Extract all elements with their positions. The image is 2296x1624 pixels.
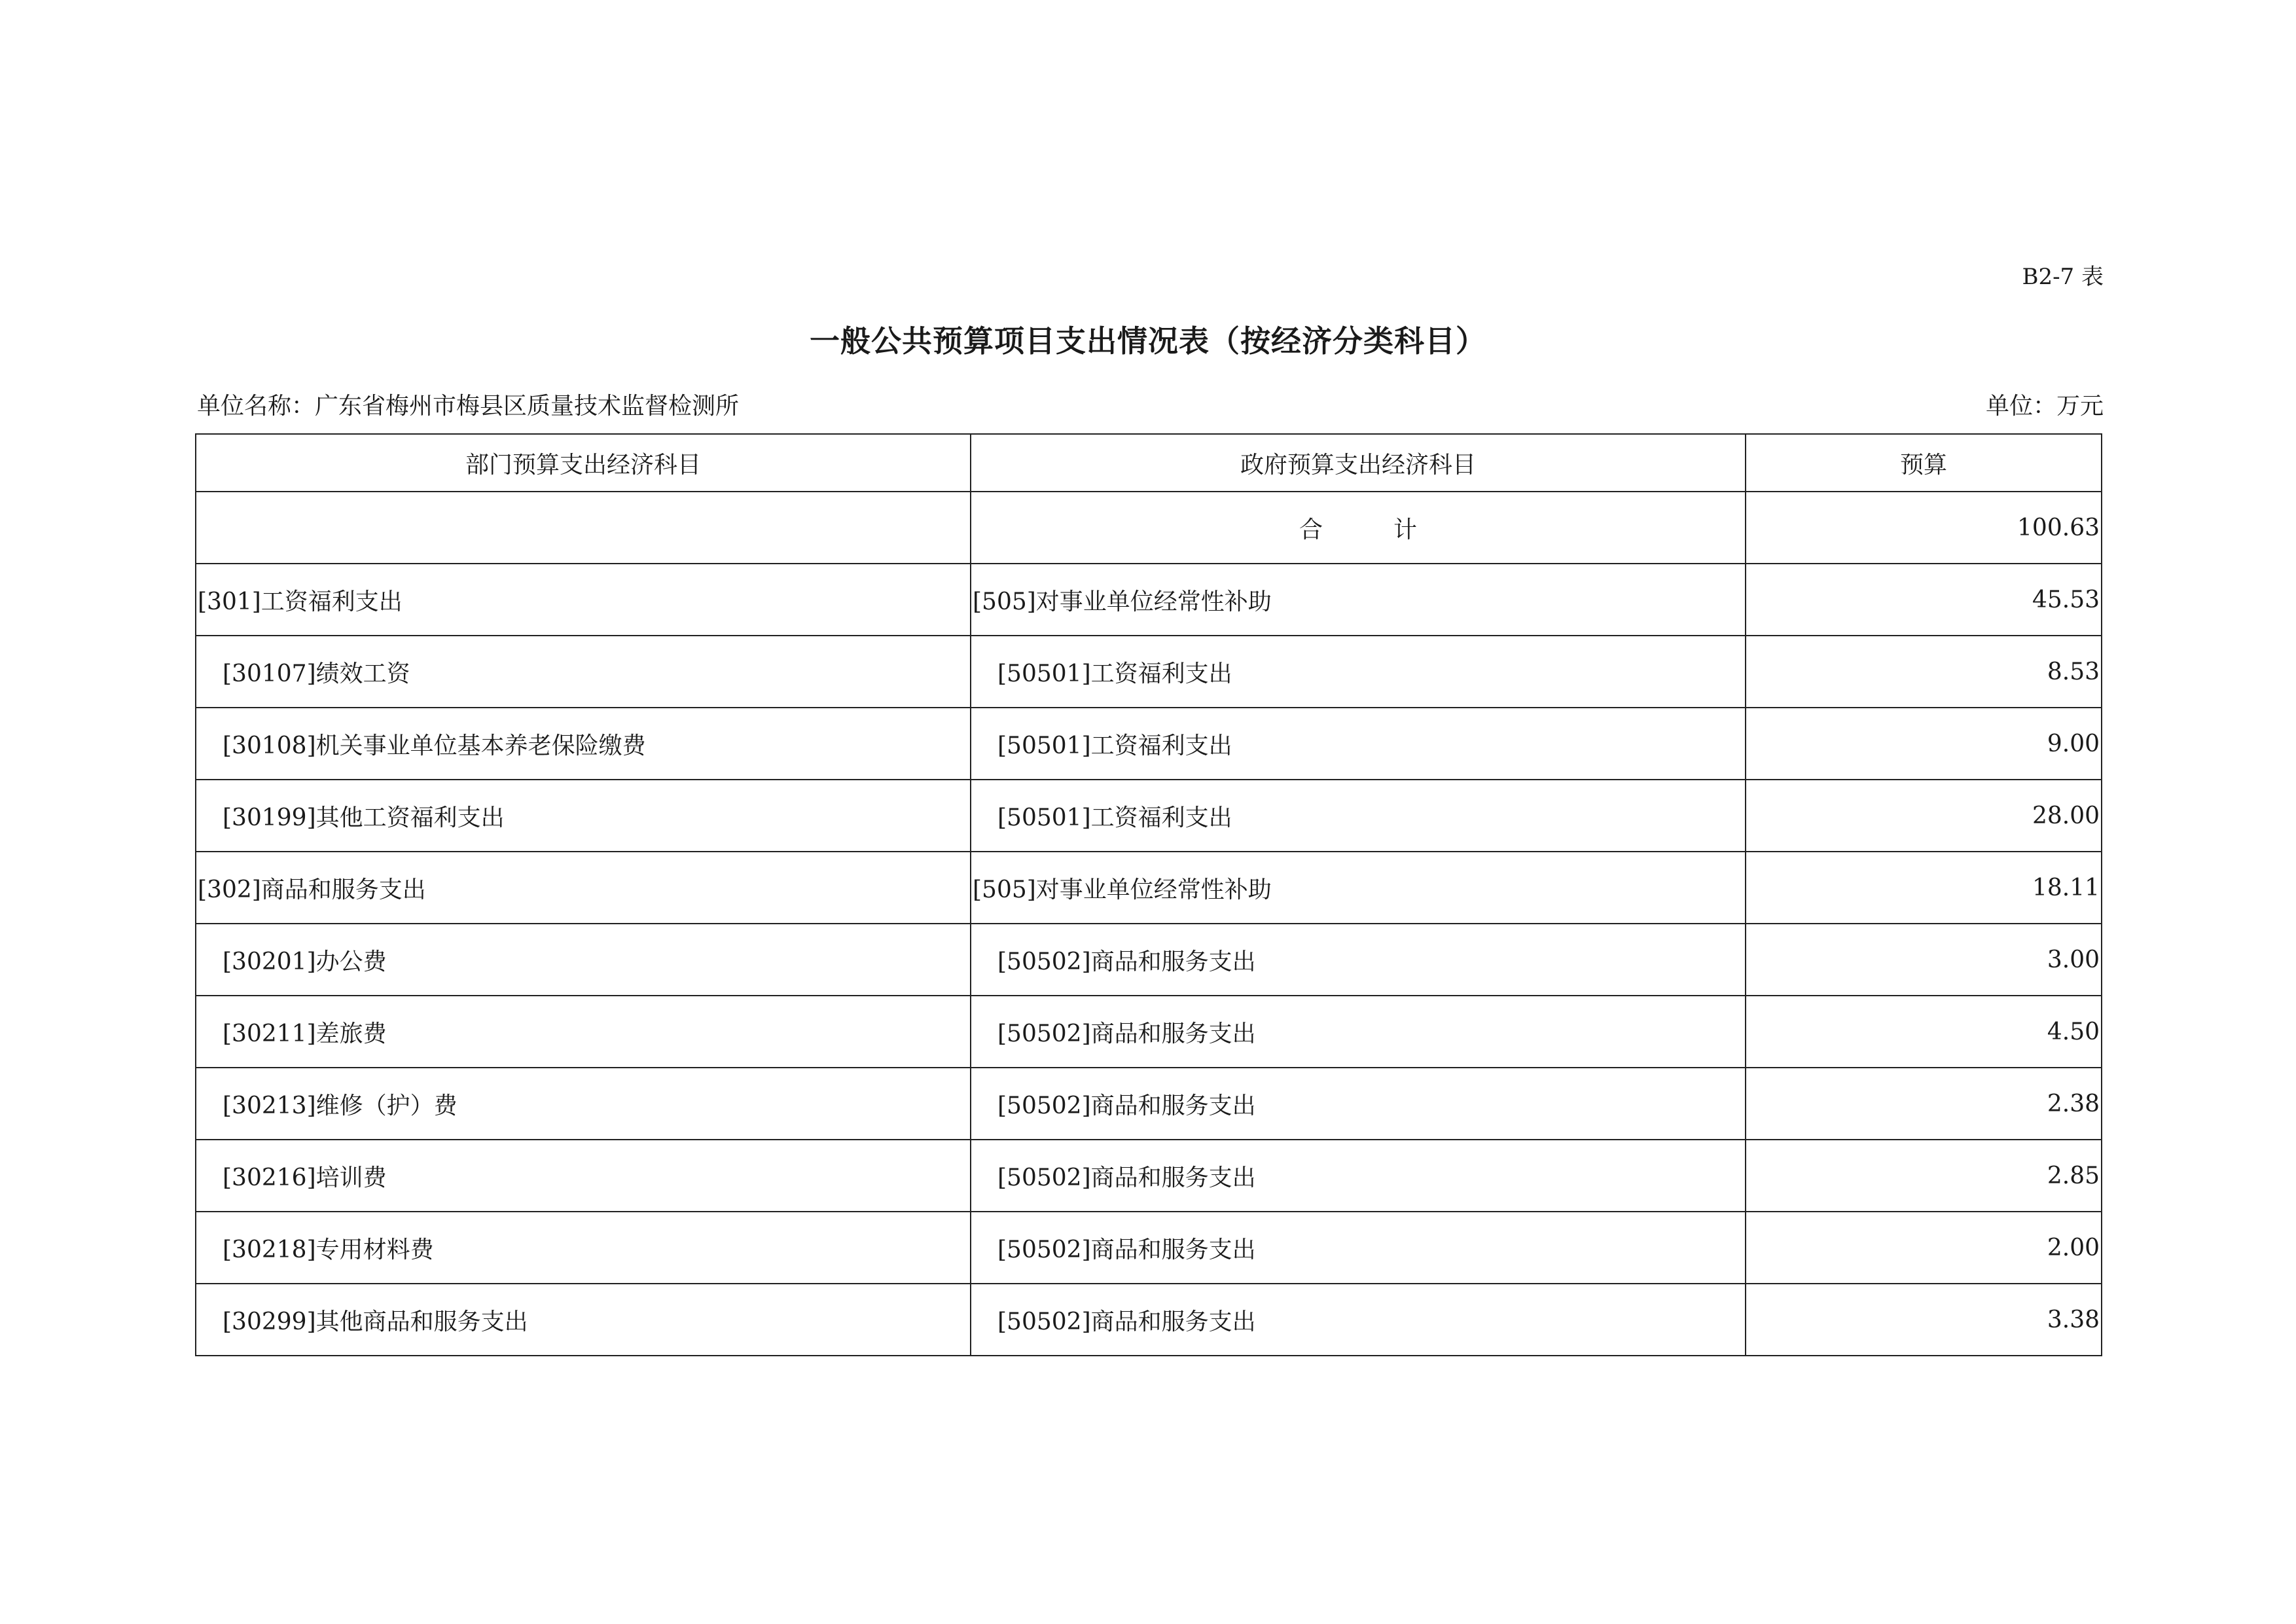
- dept-econ-subject-cell: [30199]其他工资福利支出: [196, 780, 971, 852]
- table-code: B2-7 表: [2022, 264, 2104, 290]
- dept-econ-subject-cell: [30213]维修（护）费: [196, 1068, 971, 1140]
- budget-table: [195, 433, 2102, 1356]
- table-row: [196, 564, 2102, 636]
- gov-econ-subject-cell: [505]对事业单位经常性补助: [971, 564, 1746, 636]
- table-row: [196, 996, 2102, 1068]
- dept-econ-subject-cell: [302]商品和服务支出: [196, 852, 971, 924]
- header-budget: 预算: [1746, 434, 2102, 492]
- gov-econ-subject-cell: [50502]商品和服务支出: [971, 1140, 1746, 1212]
- gov-econ-subject-cell: [50501]工资福利支出: [971, 708, 1746, 780]
- table-header-row: [196, 434, 2102, 492]
- total-dept-cell: [196, 492, 971, 564]
- gov-econ-subject-cell: [50501]工资福利支出: [971, 780, 1746, 852]
- budget-amount-cell: 3.38: [1746, 1284, 2102, 1356]
- dept-econ-subject-cell: [30201]办公费: [196, 924, 971, 996]
- table-row: [196, 1212, 2102, 1284]
- currency-unit: 单位：万元: [1985, 393, 2104, 420]
- table-row: [196, 636, 2102, 708]
- table-row: [196, 780, 2102, 852]
- header-dept-econ-subject: 部门预算支出经济科目: [196, 434, 971, 492]
- budget-amount-cell: 4.50: [1746, 996, 2102, 1068]
- page-title: 一般公共预算项目支出情况表（按经济分类科目）: [810, 323, 1486, 359]
- gov-econ-subject-cell: [50502]商品和服务支出: [971, 1068, 1746, 1140]
- budget-amount-cell: 2.38: [1746, 1068, 2102, 1140]
- budget-amount-cell: 45.53: [1746, 564, 2102, 636]
- budget-amount-cell: 18.11: [1746, 852, 2102, 924]
- budget-amount-cell: 2.85: [1746, 1140, 2102, 1212]
- total-amount: 100.63: [1746, 492, 2102, 564]
- unit-name: 单位名称：广东省梅州市梅县区质量技术监督检测所: [197, 393, 740, 420]
- gov-econ-subject-cell: [50501]工资福利支出: [971, 636, 1746, 708]
- gov-econ-subject-cell: [505]对事业单位经常性补助: [971, 852, 1746, 924]
- total-label: 合 计: [1299, 516, 1417, 543]
- budget-amount-cell: 28.00: [1746, 780, 2102, 852]
- table-row: [196, 708, 2102, 780]
- header-gov-econ-subject: 政府预算支出经济科目: [971, 434, 1746, 492]
- budget-amount-cell: 2.00: [1746, 1212, 2102, 1284]
- table-row: [196, 1284, 2102, 1356]
- dept-econ-subject-cell: [30211]差旅费: [196, 996, 971, 1068]
- dept-econ-subject-cell: [30107]绩效工资: [196, 636, 971, 708]
- dept-econ-subject-cell: [30218]专用材料费: [196, 1212, 971, 1284]
- total-row: [196, 492, 2102, 564]
- table-row: [196, 924, 2102, 996]
- dept-econ-subject-cell: [30108]机关事业单位基本养老保险缴费: [196, 708, 971, 780]
- dept-econ-subject-cell: [30216]培训费: [196, 1140, 971, 1212]
- budget-amount-cell: 8.53: [1746, 636, 2102, 708]
- gov-econ-subject-cell: [50502]商品和服务支出: [971, 1212, 1746, 1284]
- gov-econ-subject-cell: [50502]商品和服务支出: [971, 924, 1746, 996]
- dept-econ-subject-cell: [30299]其他商品和服务支出: [196, 1284, 971, 1356]
- budget-amount-cell: 3.00: [1746, 924, 2102, 996]
- gov-econ-subject-cell: [50502]商品和服务支出: [971, 1284, 1746, 1356]
- total-label-cell: [971, 492, 1746, 564]
- gov-econ-subject-cell: [50502]商品和服务支出: [971, 996, 1746, 1068]
- table-row: [196, 1140, 2102, 1212]
- dept-econ-subject-cell: [301]工资福利支出: [196, 564, 971, 636]
- budget-amount-cell: 9.00: [1746, 708, 2102, 780]
- table-row: [196, 1068, 2102, 1140]
- table-row: [196, 852, 2102, 924]
